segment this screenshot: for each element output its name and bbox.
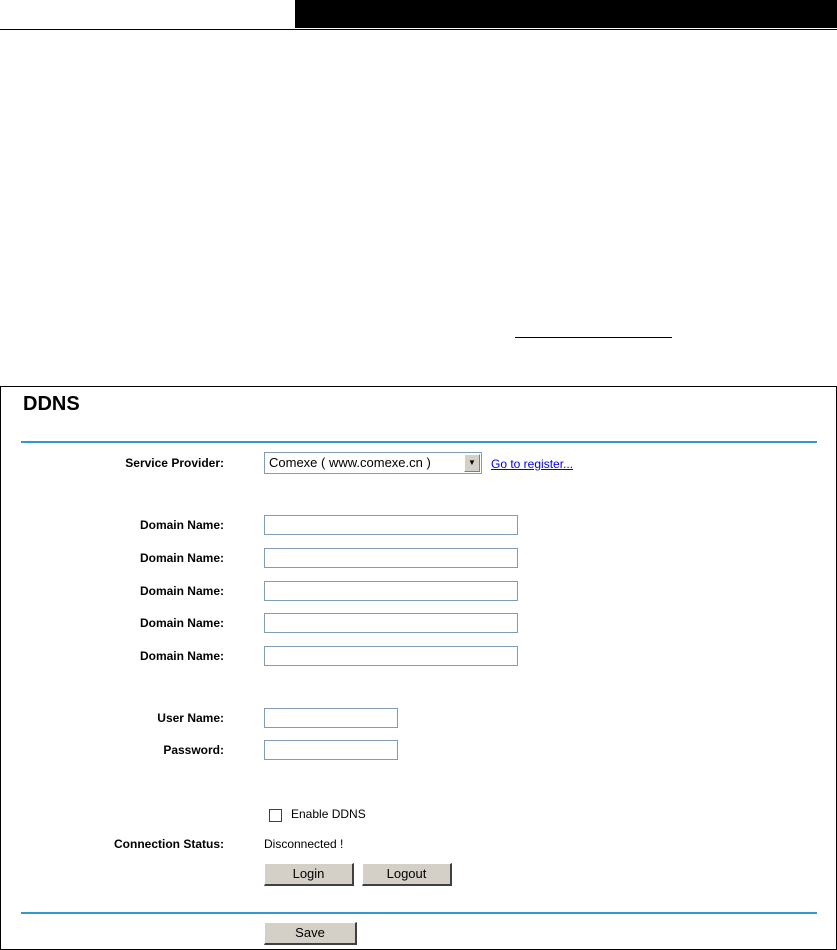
service-provider-value: Comexe ( www.comexe.cn ): [269, 455, 431, 470]
domain-name-input-1[interactable]: [264, 515, 518, 535]
connection-status-value: Disconnected !: [264, 837, 344, 851]
domain-name-input-4[interactable]: [264, 613, 518, 633]
ddns-panel: [0, 386, 837, 950]
logout-button[interactable]: Logout: [362, 863, 452, 886]
document-header-bar: [295, 0, 837, 28]
connection-status-label: Connection Status:: [114, 837, 224, 851]
domain-name-label: Domain Name:: [139, 584, 224, 598]
service-provider-select[interactable]: [264, 452, 482, 474]
document-header-rule: [0, 29, 837, 30]
domain-name-label: Domain Name:: [139, 649, 224, 663]
go-to-register-link[interactable]: Go to register...: [491, 457, 574, 471]
user-name-input[interactable]: [264, 708, 398, 728]
domain-name-label: Domain Name:: [139, 616, 224, 630]
divider-top: [21, 441, 817, 443]
dropdown-arrow-icon[interactable]: ▼: [464, 454, 480, 472]
login-button[interactable]: Login: [264, 863, 354, 886]
document-underline: [515, 337, 672, 338]
user-name-label: User Name:: [157, 711, 224, 725]
enable-ddns-checkbox[interactable]: [269, 809, 282, 822]
password-input[interactable]: [264, 740, 398, 760]
domain-name-input-5[interactable]: [264, 646, 518, 666]
password-label: Password:: [163, 743, 224, 757]
page-title: DDNS: [23, 393, 80, 415]
domain-name-input-2[interactable]: [264, 548, 518, 568]
enable-ddns-label[interactable]: Enable DDNS: [291, 807, 366, 821]
domain-name-label: Domain Name:: [139, 518, 224, 532]
save-button[interactable]: Save: [264, 922, 357, 945]
service-provider-label: Service Provider:: [125, 456, 224, 470]
domain-name-input-3[interactable]: [264, 581, 518, 601]
domain-name-label: Domain Name:: [139, 551, 224, 565]
divider-bottom: [21, 912, 817, 914]
